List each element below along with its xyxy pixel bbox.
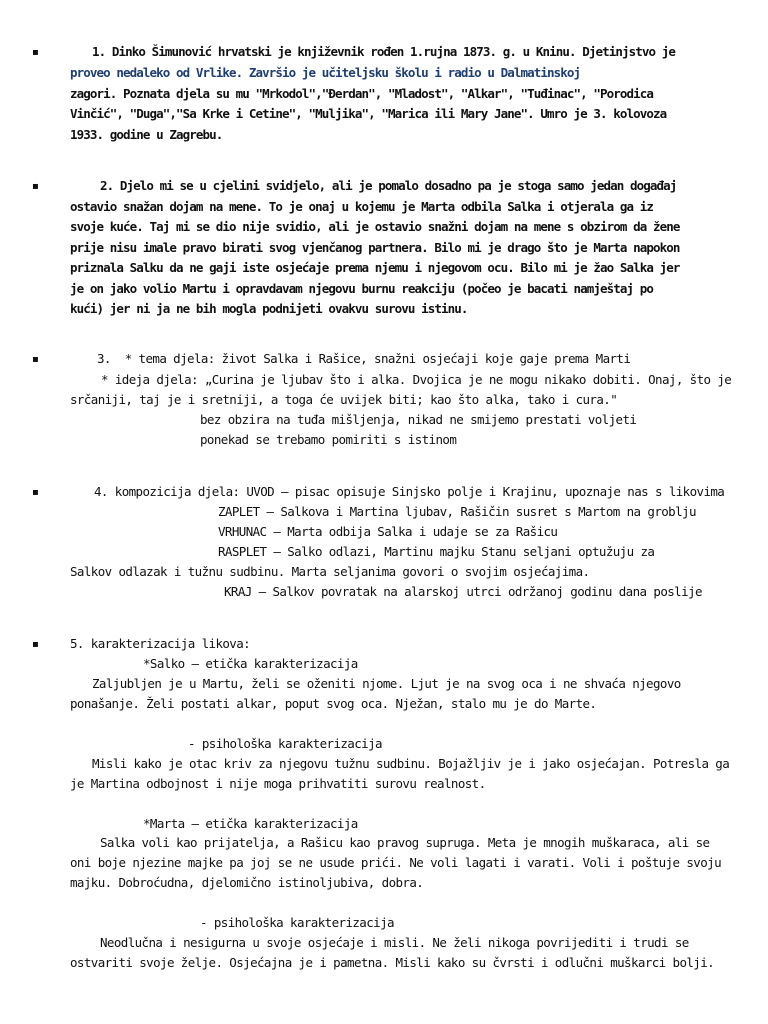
section-4-line-4: RASPLET – Salko odlazi, Martinu majku Stanu seljani optužuju za [218,544,655,559]
section-2-line-3: svoje kuće. Taj mi se dio nije svidio, ali je ostavio snažni dojam na mene s obzirom da žene [70,219,680,234]
section-5-line-6: Misli kako je otac kriv za njegovu tužnu sudbinu. Bojažljiv je i jako osjećajan. Potresla ga [92,756,730,771]
section-5-line-13: Neodlučna i nesigurna u svoje osjećaje i misli. Ne želi nikoga povrijediti i trudi se [100,935,689,950]
section-5-line-2: *Salko – etička karakterizacija [143,656,358,671]
section-5-line-8: *Marta – etička karakterizacija [143,816,358,831]
section-5-line-10: oni boje njezine majke pa joj se ne usude prići. Ne voli lagati i varati. Voli i poštuje svoju [70,855,722,870]
section-5-line-11: majku. Dobroćudna, djelomično istinoljubiva, dobra. [70,875,424,890]
section-5-line-9: Salka voli kao prijatelja, a Rašicu kao pravog supruga. Meta je mnogih muškaraca, ali se [100,835,710,850]
bullet-icon: ▪ [32,354,39,365]
section-3-line-2: * ideja djela: „Curina je ljubav što i alka. Dvojica je ne mogu nikako dobiti. Onaj, što je [101,372,732,387]
section-5-line-12: - psihološka karakterizacija [200,915,394,930]
section-5-line-4: ponašanje. Želi postati alkar, poput svog oca. Nježan, stalo mu je do Marte. [70,696,597,711]
section-1-line-5: 1933. godine u Zagrebu. [70,127,223,142]
section-4-line-6: KRAJ – Salkov povratak na alarskoj utrci održanoj godinu dana poslije [224,584,702,599]
bullet-icon: ▪ [32,639,39,650]
section-3-line-1: 3. * tema djela: život Salka i Rašice, snažni osjećaji koje gaje prema Marti [97,351,631,366]
section-5-line-1: 5. karakterizacija likova: [70,636,251,651]
section-5-line-5: - psihološka karakterizacija [188,736,382,751]
bullet-icon: ▪ [32,47,39,58]
bullet-icon: ▪ [32,487,39,498]
section-2-line-2: ostavio snažan dojam na mene. To je onaj u kojemu je Marta odbila Salka i otjerala ga iz [70,199,654,214]
section-1-line-1: 1. Dinko Šimunović hrvatski je književnik rođen 1.rujna 1873. g. u Kninu. Djetinjstvo je [92,44,676,59]
section-3-line-5: ponekad se trebamo pomiriti s istinom [200,432,457,447]
section-2-line-5: priznala Salku da ne gaji iste osjećaje prema njemu i njegovom ocu. Bilo mi je žao Salka jer [70,260,680,275]
section-1-line-2: proveo nedaleko od Vrlike. Završio je učiteljsku školu i radio u Dalmatinskoj [70,65,581,80]
section-4-line-1: 4. kompozicija djela: UVOD – pisac opisuje Sinjsko polje i Krajinu, upoznaje nas s likovima [94,484,725,499]
section-2-line-4: prije nisu imale pravo birati svog vjenčanog partnera. Bilo mi je drago što je Marta napokon [70,240,680,255]
section-1-line-4: Vinčić", "Duga","Sa Krke i Cetine", "Muljika", "Marica ili Mary Jane". Umro je 3. kolovoza [70,106,667,121]
section-5-line-14: ostvariti svoje želje. Osjećajna je i pametna. Misli kako su čvrsti i odlučni muškarci bolji. [70,955,715,970]
bullet-icon: ▪ [32,181,39,192]
section-3-line-4: bez obzira na tuđa mišljenja, nikad ne smijemo prestati voljeti [200,412,637,427]
section-2-line-7: kući) jer ni ja ne bih mogla podnijeti ovakvu surovu istinu. [70,301,468,316]
section-4-line-2: ZAPLET – Salkova i Martina ljubav, Rašičin susret s Martom na groblju [218,504,696,519]
section-4-line-5: Salkov odlazak i tužnu sudbinu. Marta seljanima govori o svojim osjećajima. [70,564,590,579]
section-5-line-7: je Martina odbojnost i nije moga prihvatiti surovu realnost. [70,776,486,791]
section-4-line-3: VRHUNAC – Marta odbija Salka i udaje se za Rašicu [218,524,558,539]
section-2-line-1: 2. Djelo mi se u cjelini svidjelo, ali je pomalo dosadno pa je stoga samo jedan događaj [100,178,677,193]
section-3-line-3: srčaniji, taj je i sretniji, a toga će uvijek biti; kao što alka, tako i cura." [70,392,618,407]
section-5-line-3: Zaljubljen je u Martu, želi se oženiti njome. Ljut je na svog oca i ne shvaća njegovo [92,676,681,691]
section-1-line-3: zagori. Poznata djela su mu "Mrkodol","Đerdan", "Mladost", "Alkar", "Tuđinac", "Porodica [70,86,654,101]
section-2-line-6: je on jako volio Martu i opravdavam njegovu burnu reakciju (počeo je bacati namještaj po [70,281,654,296]
